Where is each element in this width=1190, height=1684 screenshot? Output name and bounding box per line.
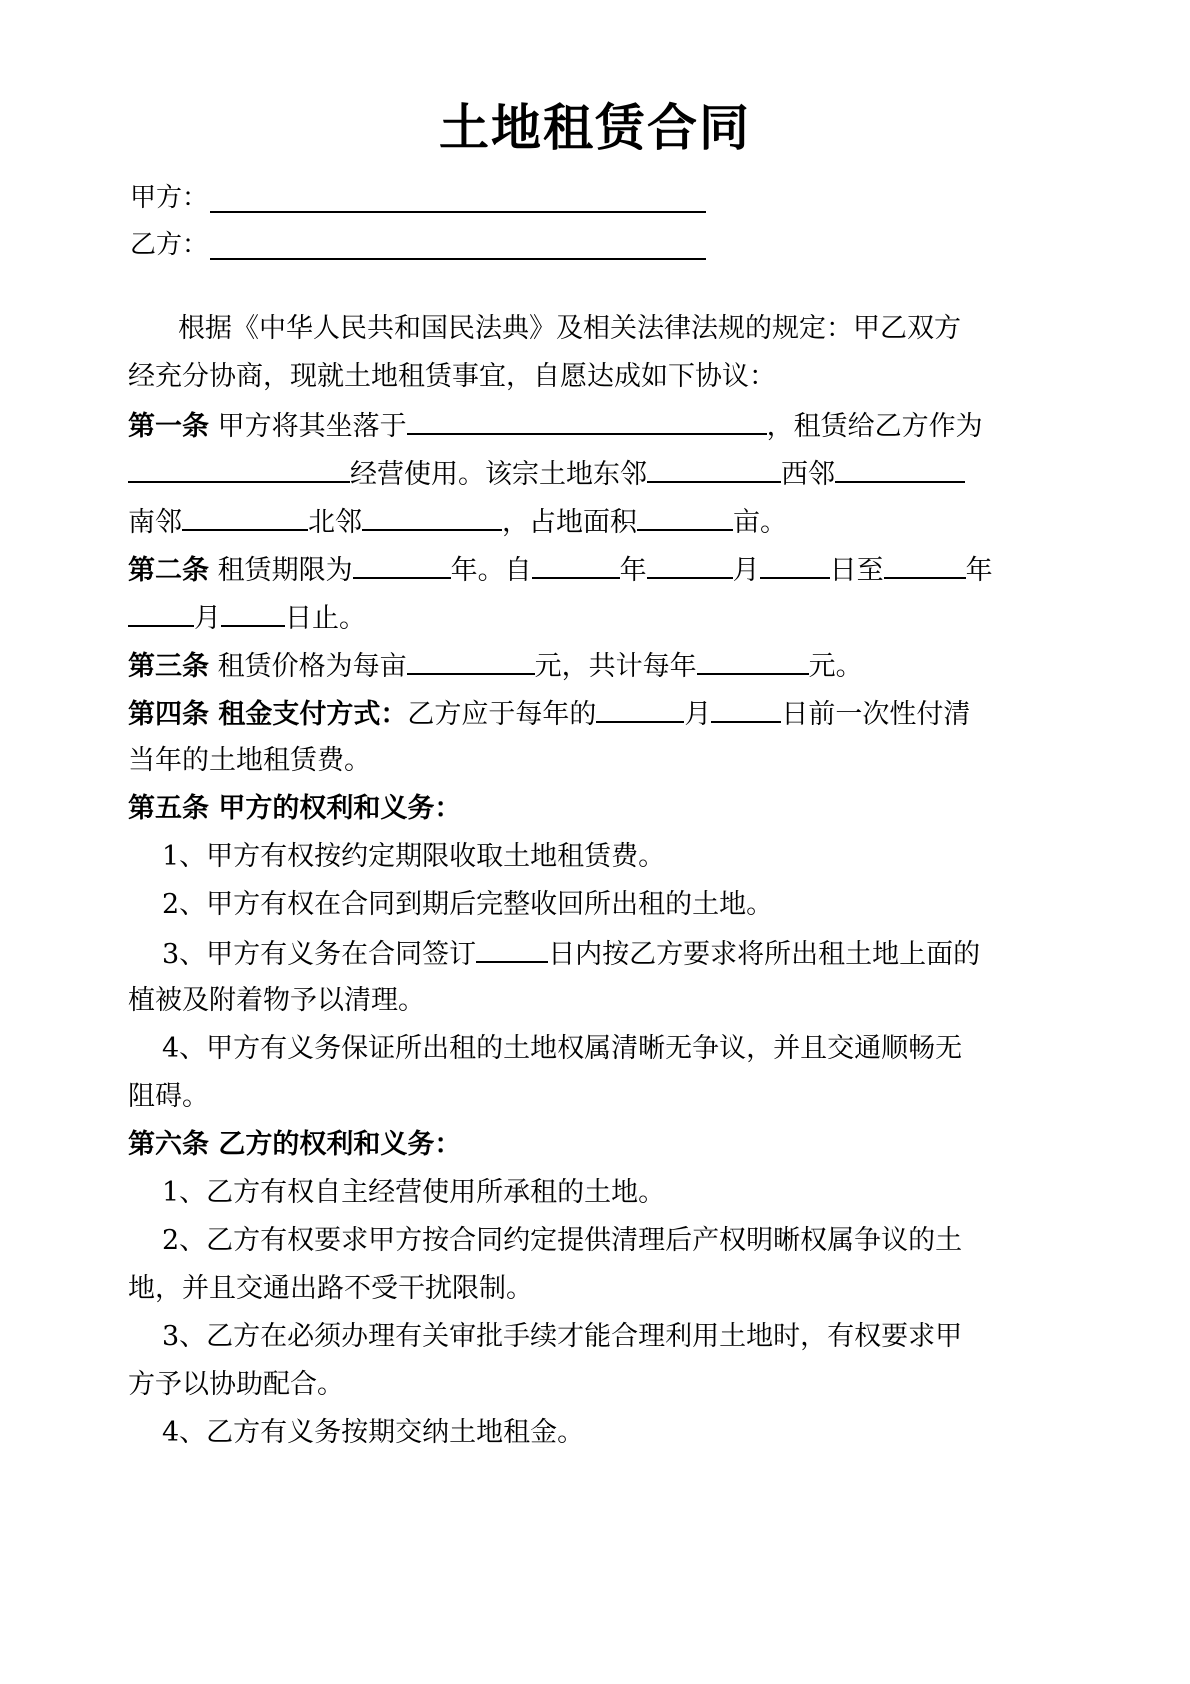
article-6-item-3-line-1: 3、乙方在必须办理有关审批手续才能合理利用土地时，有权要求甲	[162, 1321, 963, 1352]
start-month-blank[interactable]	[647, 553, 733, 579]
location-blank[interactable]	[407, 409, 767, 435]
article-5-text: 3、甲方有义务在合同签订	[162, 939, 477, 970]
article-3-text: 租赁价格为每亩	[217, 651, 407, 682]
party-b-label: 乙方：	[130, 230, 209, 260]
payment-day-blank[interactable]	[711, 697, 781, 723]
intro-paragraph-line-2: 经充分协商，现就土地租赁事宜，自愿达成如下协议：	[128, 361, 776, 392]
party-b-line	[130, 230, 706, 260]
article-6-heading: 第六条 乙方的权利和义务：	[128, 1129, 462, 1160]
payment-month-blank[interactable]	[596, 697, 684, 723]
annual-total-blank[interactable]	[697, 649, 809, 675]
article-3-heading: 第三条	[128, 651, 209, 682]
east-neighbor-blank[interactable]	[647, 457, 781, 483]
article-5-item-4-line-1: 4、甲方有义务保证所出租的土地权属清晰无争议，并且交通顺畅无	[162, 1033, 963, 1064]
article-5-heading: 第五条 甲方的权利和义务：	[128, 793, 462, 824]
article-4-text: 日前一次性付清	[781, 699, 971, 730]
party-a-blank[interactable]	[210, 187, 706, 213]
article-6-item-2-line-1: 2、乙方有权要求甲方按合同约定提供清理后产权明晰权属争议的土	[162, 1225, 963, 1256]
end-year-blank[interactable]	[884, 553, 966, 579]
intro-paragraph-line-1: 根据《中华人民共和国民法典》及相关法律法规的规定：甲乙双方	[178, 313, 961, 344]
article-1-text: 亩。	[733, 507, 787, 538]
article-2-line-2	[128, 601, 366, 635]
term-years-blank[interactable]	[353, 553, 451, 579]
article-5-text: 日内按乙方要求将所出租土地上面的	[548, 939, 981, 970]
clearing-days-blank[interactable]	[476, 937, 548, 963]
article-5-item-3-line-1	[162, 937, 980, 971]
article-5-item-2: 2、甲方有权在合同到期后完整收回所出租的土地。	[162, 889, 774, 920]
article-2-text: 租赁期限为	[217, 555, 353, 586]
article-1-line-1	[128, 409, 983, 443]
article-2-text: 日止。	[285, 603, 366, 634]
article-4-text: 乙方应于每年的	[407, 699, 597, 730]
article-2-text: 月	[194, 603, 221, 634]
north-neighbor-blank[interactable]	[362, 505, 502, 531]
end-month-blank[interactable]	[128, 601, 194, 627]
article-3-text: 元。	[808, 651, 863, 682]
price-per-mu-blank[interactable]	[407, 649, 535, 675]
article-4-text: 月	[684, 699, 712, 730]
article-5-item-3-line-2: 植被及附着物予以清理。	[128, 985, 425, 1016]
article-3-line	[128, 649, 863, 683]
article-5-item-1: 1、甲方有权按约定期限收取土地租赁费。	[162, 841, 666, 872]
article-6-item-3-line-2: 方予以协助配合。	[128, 1369, 344, 1400]
party-a-line	[130, 183, 706, 213]
article-2-heading: 第二条	[128, 555, 209, 586]
article-1-text: 甲方将其坐落于	[217, 411, 407, 442]
article-2-line-1	[128, 553, 993, 587]
article-6-item-4: 4、乙方有义务按期交纳土地租金。	[162, 1417, 585, 1448]
article-2-text: 月	[732, 555, 760, 586]
article-1-text: ，租赁给乙方作为	[766, 411, 983, 442]
article-4-heading: 第四条 租金支付方式：	[128, 699, 408, 730]
article-1-line-3	[128, 505, 787, 539]
party-b-blank[interactable]	[210, 234, 706, 260]
article-4-line-2: 当年的土地租赁费。	[128, 745, 371, 776]
article-6-item-1: 1、乙方有权自主经营使用所承租的土地。	[162, 1177, 666, 1208]
article-1-heading: 第一条	[128, 411, 209, 442]
start-year-blank[interactable]	[532, 553, 620, 579]
article-2-text: 日至	[829, 555, 884, 586]
article-1-text: 经营使用。该宗土地东邻	[350, 459, 647, 490]
article-1-text: 西邻	[781, 459, 835, 490]
document-title: 土地租赁合同	[439, 99, 751, 157]
business-use-blank[interactable]	[128, 457, 350, 483]
article-5-item-4-line-2: 阻碍。	[128, 1081, 209, 1112]
article-3-text: 元，共计每年	[534, 651, 697, 682]
article-2-text: 年	[619, 555, 647, 586]
article-1-text: 南邻	[128, 507, 182, 538]
party-a-label: 甲方：	[130, 183, 209, 213]
article-1-line-2	[128, 457, 965, 491]
end-day-blank[interactable]	[221, 601, 285, 627]
article-2-text: 年	[965, 555, 993, 586]
south-neighbor-blank[interactable]	[182, 505, 308, 531]
start-day-blank[interactable]	[760, 553, 830, 579]
article-4-line-1	[128, 697, 970, 731]
article-1-text: 北邻	[308, 507, 362, 538]
article-2-text: 年。自	[450, 555, 532, 586]
article-6-item-2-line-2: 地，并且交通出路不受干扰限制。	[128, 1273, 533, 1304]
area-blank[interactable]	[637, 505, 733, 531]
west-neighbor-blank[interactable]	[835, 457, 965, 483]
article-1-text: ，占地面积	[502, 507, 637, 538]
